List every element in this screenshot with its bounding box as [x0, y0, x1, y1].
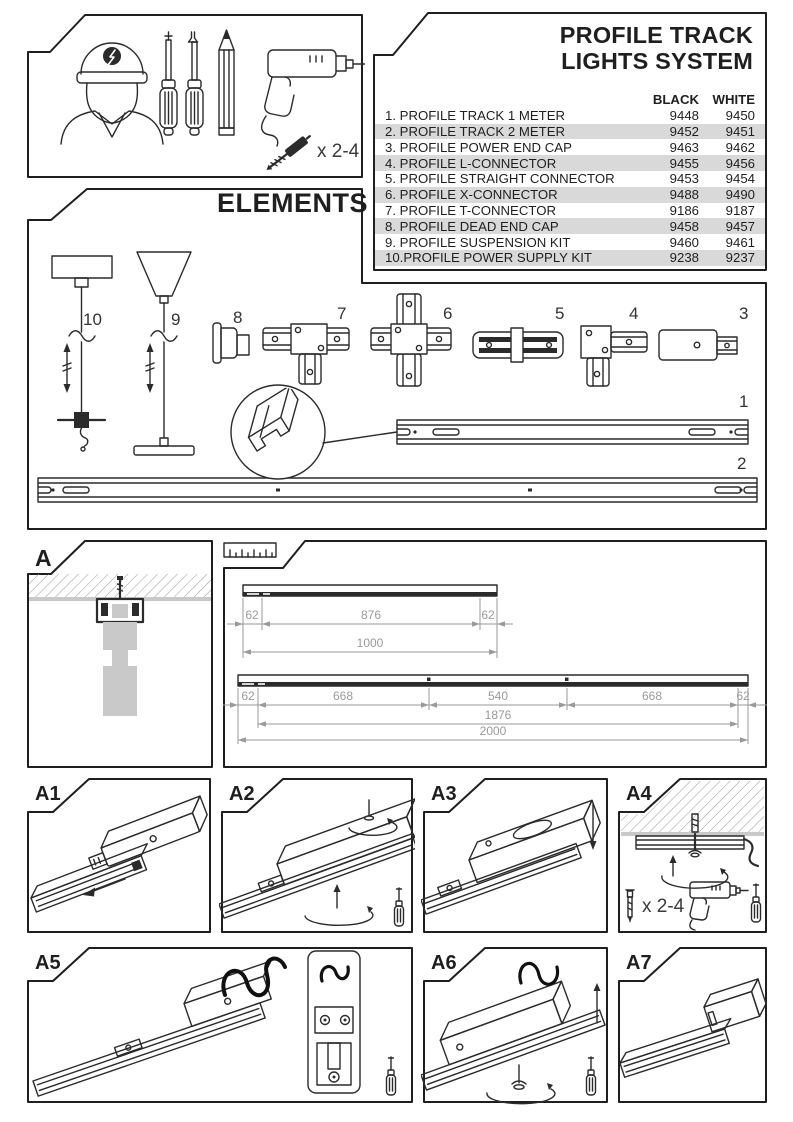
element-number-3: 3 — [739, 304, 749, 323]
track-cross-section — [97, 599, 143, 622]
step-label-a4: A4 — [626, 783, 652, 805]
dim-2m-right: 62 — [736, 689, 750, 703]
table-row: 6. PROFILE X-CONNECTOR 9488 9490 — [375, 187, 765, 203]
step-label-a7: A7 — [626, 952, 652, 974]
step-label-a2: A2 — [229, 783, 255, 805]
screwdriver-icon — [587, 1057, 596, 1095]
wires-drawing — [223, 959, 285, 996]
section-label-a: A — [35, 545, 52, 571]
ruler-icon — [224, 543, 276, 557]
dim-2m-inner: 1876 — [484, 708, 512, 722]
element-number-2: 2 — [737, 454, 747, 473]
ceiling-section-illustration — [25, 538, 215, 770]
track-with-cover — [421, 972, 605, 1090]
page-title-line2: LIGHTS SYSTEM — [561, 48, 753, 75]
track-drawing — [618, 1019, 738, 1078]
suspension-kit-drawing — [134, 252, 194, 455]
table-row: 1. PROFILE TRACK 1 METER 9448 9450 — [385, 108, 755, 124]
step-a3-box — [421, 776, 610, 935]
screwdriver-icon — [752, 884, 761, 922]
table-row: 7. PROFILE T-CONNECTOR 9186 9187 — [385, 202, 755, 218]
a1-illustration — [25, 776, 213, 935]
dim-1m-left: 62 — [245, 608, 259, 622]
table-row: 5. PROFILE STRAIGHT CONNECTOR 9453 9454 — [385, 171, 755, 187]
step-label-a3: A3 — [431, 783, 457, 805]
dim-1m-total: 1000 — [356, 636, 384, 650]
step-label-a6: A6 — [431, 952, 457, 974]
step-a4-box — [616, 776, 769, 935]
dim-1m-mid: 876 — [360, 608, 382, 622]
wall-plug-icon — [626, 890, 634, 923]
dim-2m-left: 62 — [241, 689, 255, 703]
pencil-icon — [219, 30, 234, 135]
element-number-5: 5 — [555, 304, 565, 323]
dim-1m-right: 62 — [481, 608, 495, 622]
step-a6-box — [421, 945, 610, 1105]
elements-box — [25, 186, 769, 532]
dim-2m-seg3: 668 — [641, 689, 663, 703]
step-a7-box — [616, 945, 769, 1105]
tools-illustration — [25, 12, 365, 180]
a5-illustration — [25, 945, 415, 1105]
page-title-line1: PROFILE TRACK — [559, 22, 753, 48]
wires-drawing — [520, 963, 558, 984]
screw-up-arrow — [662, 855, 728, 888]
column-black: BLACK — [652, 92, 699, 108]
tools-box — [25, 12, 365, 180]
electrician-icon — [61, 43, 163, 144]
table-row: 2. PROFILE TRACK 2 METER 9452 9451 — [375, 124, 765, 140]
a6-illustration — [421, 945, 610, 1105]
element-number-6: 6 — [443, 304, 453, 323]
screw-with-rotation — [349, 800, 397, 835]
element-number-10: 10 — [83, 310, 102, 329]
a7-illustration — [616, 945, 769, 1105]
page-title — [560, 22, 753, 75]
element-number-7: 7 — [337, 304, 347, 323]
step-a5-box — [25, 945, 415, 1105]
section-a-box — [25, 538, 215, 770]
profile-detail-magnifier — [231, 385, 397, 479]
table-row: 4. PROFILE L-CONNECTOR 9455 9456 — [375, 155, 765, 171]
spot-fixture — [103, 622, 137, 716]
a3-illustration — [421, 776, 610, 935]
dim-2m-total: 2000 — [479, 724, 507, 738]
track-1m-side — [243, 585, 497, 596]
element-number-4: 4 — [629, 304, 639, 323]
track-drawing — [421, 838, 581, 914]
a4-illustration — [616, 776, 769, 935]
power-end-cap-drawing — [659, 330, 737, 360]
dead-end-cap-drawing — [213, 323, 249, 363]
t-connector-drawing — [263, 324, 349, 384]
dead-end-cap-drawing — [701, 979, 769, 1032]
flat-screwdriver-icon — [186, 32, 203, 135]
track-drawing — [28, 844, 156, 912]
column-white: WHITE — [712, 92, 755, 108]
table-row: 10.PROFILE POWER SUPPLY KIT 9238 9237 — [375, 250, 765, 266]
straight-connector-drawing — [473, 328, 563, 362]
x-connector-drawing — [371, 294, 451, 386]
table-row: 8. PROFILE DEAD END CAP 9458 9457 — [375, 218, 765, 234]
track-2m-drawing — [38, 478, 757, 502]
track-1m-drawing — [397, 420, 748, 444]
element-number-8: 8 — [233, 308, 243, 327]
element-number-1: 1 — [739, 392, 749, 411]
screwdriver-icon — [387, 1057, 396, 1095]
a4-anchor-count: x 2-4 — [642, 896, 685, 917]
l-connector-drawing — [581, 326, 647, 386]
step-label-a1: A1 — [35, 783, 61, 805]
elements-title: ELEMENTS — [217, 188, 369, 218]
track-2m-side — [238, 675, 748, 686]
step-label-a5: A5 — [35, 952, 61, 974]
power-supply-kit-drawing — [52, 256, 112, 451]
dim-2m-mid: 540 — [487, 689, 509, 703]
cover-drawing — [272, 799, 415, 885]
screwdriver-icon — [395, 888, 404, 926]
table-header — [375, 92, 765, 108]
screw-from-below — [487, 1065, 555, 1104]
step-a1-box — [25, 776, 213, 935]
drill-icon — [262, 50, 365, 146]
elements-illustration — [25, 186, 769, 532]
step-a2-box — [219, 776, 415, 935]
wiring-detail-inset — [308, 951, 360, 1093]
tighten-arrow — [305, 884, 373, 925]
table-row: 3. PROFILE POWER END CAP 9463 9462 — [385, 139, 755, 155]
a2-illustration — [219, 776, 415, 935]
wall-plug-icon — [264, 133, 313, 174]
dimensions-box — [221, 538, 769, 770]
dim-2m-seg1: 668 — [332, 689, 354, 703]
element-number-9: 9 — [171, 310, 181, 329]
tools-anchor-count: x 2-4 — [317, 141, 360, 162]
phillips-screwdriver-icon — [160, 32, 177, 135]
drill-icon — [690, 882, 748, 930]
dimension-drawings — [221, 538, 769, 770]
table-row: 9. PROFILE SUSPENSION KIT 9460 9461 — [385, 234, 755, 250]
